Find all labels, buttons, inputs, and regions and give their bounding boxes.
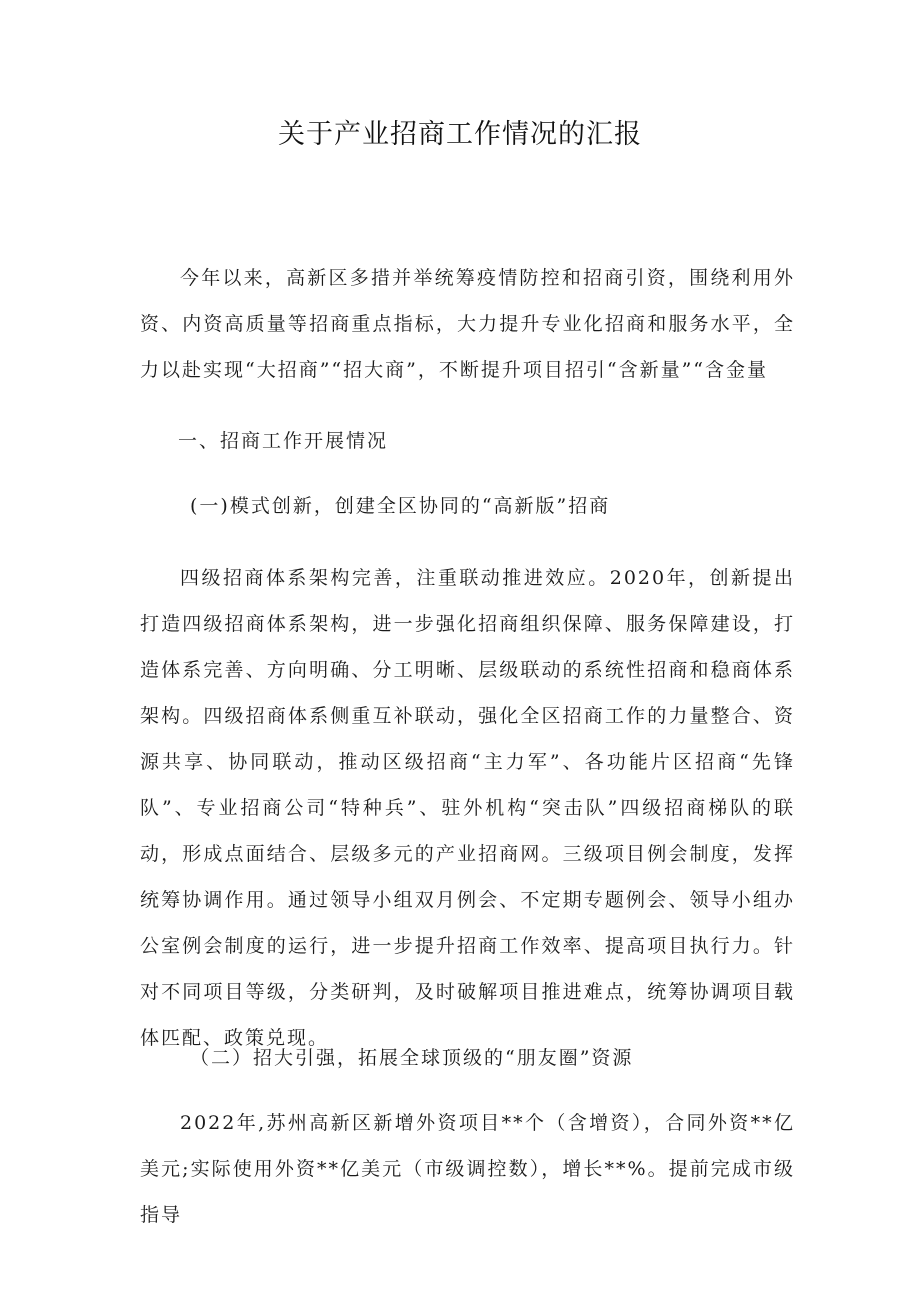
subsection-heading-1: (一)模式创新，创建全区协同的“高新版”招商 <box>190 495 611 517</box>
intro-paragraph: 今年以来，高新区多措并举统筹疫情防控和招商引资，围绕利用外资、内资高质量等招商重点指标，大力提升专业化招商和服务水平，全力以赴实现“大招商”“招大商”，不断提升项目招引“含新量”“含金量 <box>140 267 795 381</box>
subsection-heading-2: （二）招大引强，拓展全球顶级的“朋友圈”资源 <box>190 1047 634 1069</box>
subsection-1-body: 四级招商体系架构完善，注重联动推进效应。2020年，创新提出打造四级招商体系架构，进一步强化招商组织保障、服务保障建设，打造体系完善、方向明确、分工明晰、层级联动的系统性招商和稳商体系架构。四级招商体系侧重互补联动，强化全区招商工作的力量整合、资源共享、协同联动，推动区级招商“主力军”、各功能片区招商“先锋队”、专业招商公司“特种兵”、驻外机构“突击队”四级招商梯队的联动，形成点面结合、层级多元的产业招商网。三级项目例会制度，发挥统筹协调作用。通过领导小组双月例会、不定期专题例会、领导小组办公室例会制度的运行，进一步提升招商工作效率、提高项目执行力。针对不同项目等级，分类研判，及时破解项目推进难点，统筹协调项目载体匹配、政策兑现。 <box>140 567 795 1049</box>
document-title: 关于产业招商工作情况的汇报 <box>278 119 642 150</box>
section-heading-1: 一、招商工作开展情况 <box>178 430 389 452</box>
subsection-2-body: 2022年,苏州高新区新增外资项目**个（含增资），合同外资**亿美元;实际使用外资**亿美元（市级调控数），增长**%。提前完成市级指导 <box>140 1112 795 1226</box>
